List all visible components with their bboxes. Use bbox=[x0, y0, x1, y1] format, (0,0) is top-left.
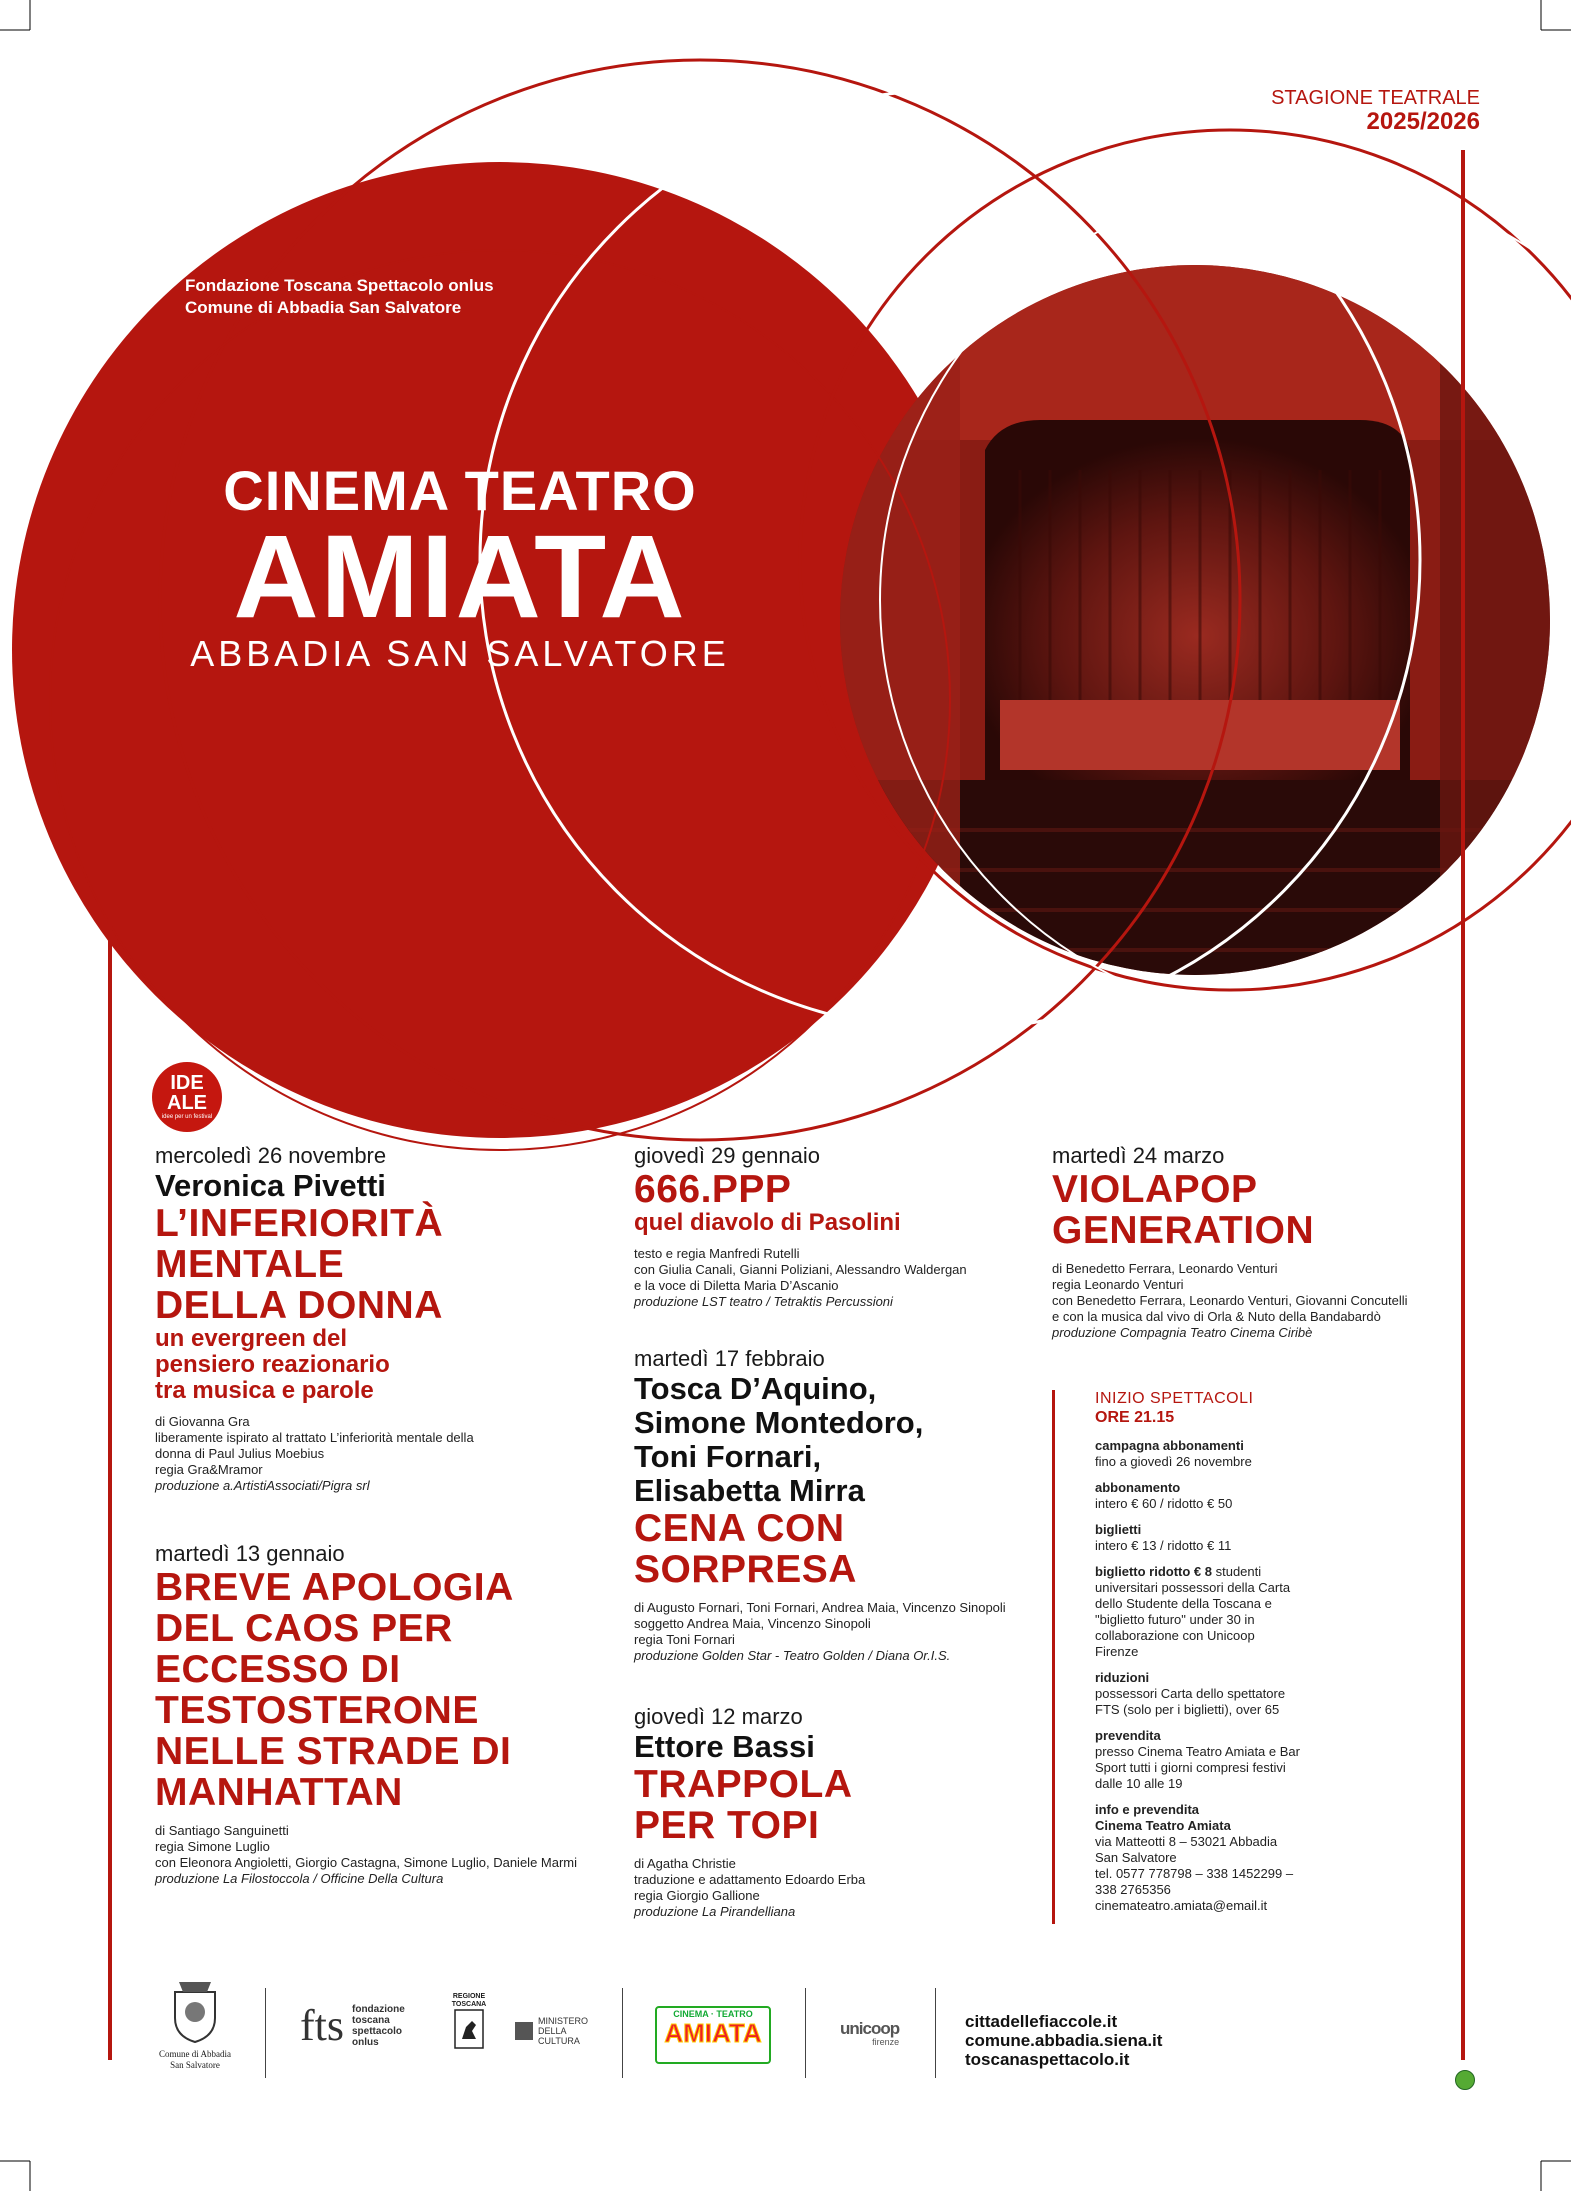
ministero-text: CULTURA bbox=[538, 2036, 580, 2046]
show-date: martedì 13 gennaio bbox=[155, 1541, 345, 1566]
info-line: 338 2765356 bbox=[1095, 1882, 1171, 1897]
production-line: produzione Compagnia Teatro Cinema Ciribè bbox=[1052, 1325, 1313, 1340]
unicoop-text: unicoop bbox=[840, 2019, 900, 2038]
show-performer: Tosca D’Aquino, bbox=[634, 1371, 877, 1406]
fts-logo bbox=[300, 2000, 405, 2051]
info-line: tel. 0577 778798 – 338 1452299 – bbox=[1095, 1866, 1294, 1881]
info-line: possessori Carta dello spettatore bbox=[1095, 1686, 1286, 1701]
comune-name: San Salvatore bbox=[170, 2060, 220, 2070]
regione-text: REGIONE bbox=[452, 1993, 486, 2000]
production-line: produzione a.ArtistiAssociati/Pigra srl bbox=[155, 1478, 370, 1493]
season-header bbox=[1180, 86, 1480, 134]
info-line: dello Studente della Toscana e bbox=[1095, 1596, 1272, 1611]
credit-line: regia Leonardo Venturi bbox=[1052, 1277, 1184, 1292]
eco-badge-icon bbox=[1455, 2070, 1475, 2090]
credit-line: di Giovanna Gra bbox=[155, 1414, 250, 1429]
show-title-line: NELLE STRADE DI bbox=[155, 1730, 512, 1773]
show-performer: Ettore Bassi bbox=[634, 1729, 815, 1764]
show-subtitle-line: pensiero reazionario bbox=[155, 1351, 390, 1378]
show-title-line: VIOLAPOP bbox=[1052, 1168, 1258, 1211]
start-time: ORE 21.15 bbox=[1095, 1409, 1175, 1426]
contact-email[interactable]: cinemateatro.amiata@email.it bbox=[1095, 1898, 1268, 1913]
production-line: produzione La Filostoccola / Officine Della Cultura bbox=[155, 1871, 444, 1886]
regione-text: TOSCANA bbox=[451, 2001, 487, 2008]
show-credits bbox=[155, 1823, 615, 1887]
ideale-badge bbox=[152, 1062, 222, 1132]
amiata-logo bbox=[655, 2006, 771, 2064]
ministero-logo bbox=[515, 2016, 588, 2046]
amiata-logo-main: AMIATA bbox=[664, 2018, 762, 2048]
show-subtitle-line: tra musica e parole bbox=[155, 1377, 374, 1404]
info-item-title: biglietti bbox=[1095, 1522, 1142, 1537]
show-card bbox=[155, 1541, 615, 1887]
production-line: produzione La Pirandelliana bbox=[634, 1904, 796, 1919]
show-title-line: SORPRESA bbox=[634, 1548, 857, 1591]
regione-logo bbox=[448, 1993, 490, 2054]
info-item-title: info e prevendita bbox=[1095, 1802, 1200, 1817]
season-label: STAGIONE TEATRALE bbox=[1271, 87, 1480, 109]
stage-photo bbox=[830, 260, 1570, 980]
comune-name: Comune di Abbadia bbox=[159, 2049, 231, 2059]
info-item-venue: Cinema Teatro Amiata bbox=[1095, 1818, 1231, 1833]
show-performer: Simone Montedoro, bbox=[634, 1405, 924, 1440]
link-cittadellefiaccole[interactable]: cittadellefiaccole.it bbox=[965, 2012, 1118, 2031]
info-item-title: prevendita bbox=[1095, 1728, 1161, 1743]
credit-line: regia Toni Fornari bbox=[634, 1632, 735, 1647]
fts-mark: fts bbox=[300, 2001, 344, 2050]
info-item-title: campagna abbonamenti bbox=[1095, 1438, 1244, 1453]
production-line: produzione Golden Star - Teatro Golden / Diana Or.I.S. bbox=[634, 1648, 951, 1663]
link-toscanaspettacolo[interactable]: toscanaspettacolo.it bbox=[965, 2050, 1130, 2069]
footer-links bbox=[965, 2012, 1162, 2069]
credit-line: e la voce di Diletta Maria D’Ascanio bbox=[634, 1278, 839, 1293]
info-line: FTS (solo per i biglietti), over 65 bbox=[1095, 1702, 1280, 1717]
show-performer: Toni Fornari, bbox=[634, 1439, 822, 1474]
credit-line: regia Simone Luglio bbox=[155, 1839, 270, 1854]
credit-line: soggetto Andrea Maia, Vincenzo Sinopoli bbox=[634, 1616, 871, 1631]
organizer-comune: Comune di Abbadia San Salvatore bbox=[185, 298, 462, 317]
show-credits bbox=[155, 1414, 575, 1494]
info-line: collaborazione con Unicoop bbox=[1095, 1628, 1255, 1643]
ministero-text: MINISTERO bbox=[538, 2016, 589, 2026]
info-item-title: riduzioni bbox=[1095, 1670, 1150, 1685]
info-item-title: abbonamento bbox=[1095, 1480, 1181, 1495]
show-card bbox=[1052, 1143, 1452, 1341]
ideale-line-2: ALE bbox=[167, 1092, 207, 1114]
show-credits bbox=[634, 1600, 1034, 1664]
ticket-info bbox=[1052, 1390, 1495, 1924]
credit-line: testo e regia Manfredi Rutelli bbox=[634, 1246, 800, 1261]
info-line: via Matteotti 8 – 53021 Abbadia bbox=[1095, 1834, 1278, 1849]
show-date: martedì 24 marzo bbox=[1052, 1143, 1225, 1168]
ideale-line-1: IDE bbox=[170, 1072, 204, 1094]
credit-line: di Benedetto Ferrara, Leonardo Venturi bbox=[1052, 1261, 1278, 1276]
show-credits bbox=[634, 1246, 1014, 1310]
fts-text: toscana bbox=[352, 2014, 390, 2026]
show-title-line: L’INFERIORITÀ bbox=[155, 1202, 444, 1245]
info-item-ridotto bbox=[1095, 1564, 1495, 1660]
pegasus-icon bbox=[454, 2009, 484, 2049]
show-credits bbox=[634, 1856, 1014, 1920]
crest-icon bbox=[167, 1978, 223, 2044]
show-date: giovedì 12 marzo bbox=[634, 1704, 803, 1729]
info-item-title: biglietto ridotto € 8 bbox=[1095, 1564, 1212, 1579]
info-line: Sport tutti i giorni compresi festivi bbox=[1095, 1760, 1286, 1775]
info-line: San Salvatore bbox=[1095, 1850, 1177, 1865]
info-line: universitari possessori della Carta bbox=[1095, 1580, 1291, 1595]
info-line: studenti bbox=[1212, 1564, 1262, 1579]
credit-line: traduzione e adattamento Edoardo Erba bbox=[634, 1872, 866, 1887]
info-item-riduzioni bbox=[1095, 1670, 1495, 1718]
info-line: fino a giovedì 26 novembre bbox=[1095, 1454, 1252, 1469]
info-item-campagna bbox=[1095, 1438, 1495, 1470]
show-title-line: CENA CON bbox=[634, 1507, 845, 1550]
venue-line-1: CINEMA TEATRO bbox=[223, 459, 697, 522]
ministero-emblem-icon bbox=[515, 2022, 533, 2040]
info-line: intero € 60 / ridotto € 50 bbox=[1095, 1496, 1233, 1511]
venue-line-3: ABBADIA SAN SALVATORE bbox=[190, 633, 730, 674]
show-title-line: DEL CAOS PER bbox=[155, 1607, 453, 1650]
info-item-abbonamento bbox=[1095, 1480, 1495, 1512]
amiata-logo-top: CINEMA · TEATRO bbox=[673, 2009, 753, 2019]
unicoop-logo bbox=[840, 2020, 899, 2047]
info-item-contacts bbox=[1095, 1802, 1495, 1914]
info-line: presso Cinema Teatro Amiata e Bar bbox=[1095, 1744, 1300, 1759]
show-title-line: 666.PPP bbox=[634, 1168, 792, 1211]
credit-line: regia Giorgio Gallione bbox=[634, 1888, 760, 1903]
show-card bbox=[155, 1143, 575, 1494]
season-years: 2025/2026 bbox=[1366, 108, 1480, 135]
credit-line: donna di Paul Julius Moebius bbox=[155, 1446, 325, 1461]
ideale-tagline: idee per un festival bbox=[161, 1114, 213, 1120]
credit-line: di Augusto Fornari, Toni Fornari, Andrea Maia, Vincenzo Sinopoli bbox=[634, 1600, 1006, 1615]
credit-line: di Santiago Sanguinetti bbox=[155, 1823, 289, 1838]
info-item-biglietti bbox=[1095, 1522, 1495, 1554]
show-subtitle-line: quel diavolo di Pasolini bbox=[634, 1209, 901, 1236]
link-comune-abbadia[interactable]: comune.abbadia.siena.it bbox=[965, 2031, 1163, 2050]
ministero-text: DELLA bbox=[538, 2026, 567, 2036]
organizer-fts: Fondazione Toscana Spettacolo onlus bbox=[185, 276, 494, 295]
show-title-line: ECCESSO DI bbox=[155, 1648, 401, 1691]
credit-line: di Agatha Christie bbox=[634, 1856, 736, 1871]
credit-line: con Benedetto Ferrara, Leonardo Venturi, Giovanni Concutelli bbox=[1052, 1293, 1408, 1308]
organizers bbox=[185, 275, 494, 319]
show-title-line: MENTALE bbox=[155, 1243, 345, 1286]
show-title-line: PER TOPI bbox=[634, 1804, 820, 1847]
show-date: martedì 17 febbraio bbox=[634, 1346, 825, 1371]
show-date: giovedì 29 gennaio bbox=[634, 1143, 820, 1168]
fts-text: onlus bbox=[352, 2036, 379, 2048]
unicoop-text: firenze bbox=[872, 2037, 900, 2047]
comune-logo bbox=[150, 1978, 240, 2071]
footer-logos bbox=[150, 1978, 1450, 2088]
info-line: intero € 13 / ridotto € 11 bbox=[1095, 1538, 1232, 1553]
show-performer: Elisabetta Mirra bbox=[634, 1473, 865, 1508]
credit-line: con Giulia Canali, Gianni Poliziani, Alessandro Waldergan bbox=[634, 1262, 967, 1277]
credit-line: con Eleonora Angioletti, Giorgio Castagna, Simone Luglio, Daniele Marmi bbox=[155, 1855, 578, 1870]
fts-text: spettacolo bbox=[352, 2025, 403, 2037]
show-title-line: TESTOSTERONE bbox=[155, 1689, 479, 1732]
show-title-line: MANHATTAN bbox=[155, 1771, 403, 1814]
show-card bbox=[634, 1704, 1014, 1920]
show-subtitle-line: un evergreen del bbox=[155, 1325, 348, 1352]
fts-text: fondazione bbox=[352, 2003, 405, 2015]
credit-line: liberamente ispirato al trattato L’inferiorità mentale della bbox=[155, 1430, 474, 1445]
venue-line-2: AMIATA bbox=[233, 511, 687, 643]
show-title-line: BREVE APOLOGIA bbox=[155, 1566, 514, 1609]
show-performer: Veronica Pivetti bbox=[155, 1168, 386, 1203]
venue-title bbox=[150, 460, 770, 676]
info-line: dalle 10 alle 19 bbox=[1095, 1776, 1183, 1791]
show-card bbox=[634, 1143, 1014, 1310]
show-title-line: GENERATION bbox=[1052, 1209, 1315, 1252]
info-line: "biglietto futuro" under 30 in bbox=[1095, 1612, 1255, 1627]
credit-line: regia Gra&Mramor bbox=[155, 1462, 263, 1477]
show-date: mercoledì 26 novembre bbox=[155, 1143, 387, 1168]
show-card bbox=[634, 1346, 1034, 1664]
show-title-line: DELLA DONNA bbox=[155, 1284, 443, 1327]
production-line: produzione LST teatro / Tetraktis Percussioni bbox=[634, 1294, 893, 1309]
info-item-prevendita bbox=[1095, 1728, 1495, 1792]
info-line: Firenze bbox=[1095, 1644, 1139, 1659]
start-label: INIZIO SPETTACOLI bbox=[1095, 1390, 1254, 1407]
show-credits bbox=[1052, 1261, 1452, 1341]
credit-line: e con la musica dal vivo di Orla & Nuto della Bandabardò bbox=[1052, 1309, 1381, 1324]
show-title-line: TRAPPOLA bbox=[634, 1763, 853, 1806]
